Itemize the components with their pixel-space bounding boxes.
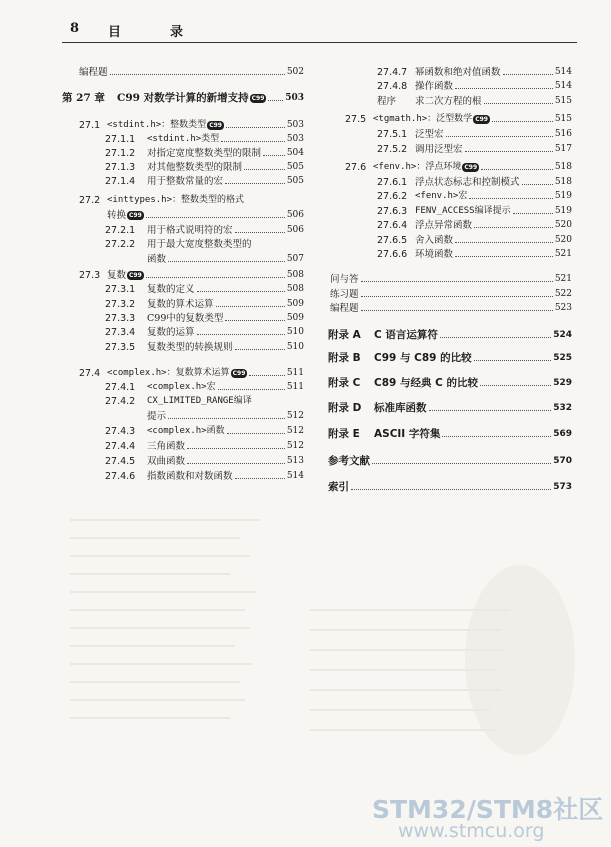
entry-number: 27.1.4 xyxy=(105,175,136,187)
entry-title: <complex.h>宏 xyxy=(147,382,216,392)
toc-entry[interactable] xyxy=(377,62,572,77)
page-number-ref: 515 xyxy=(554,96,572,106)
c99-badge: C99 xyxy=(475,116,488,123)
entry-number: 27.1.3 xyxy=(105,161,136,173)
entry-title: 标准库函数 xyxy=(374,401,427,414)
entry-number: 27.4.3 xyxy=(105,425,136,437)
leader-dots xyxy=(216,306,285,307)
toc-entry[interactable] xyxy=(328,451,572,466)
entry-title: <fenv.h>：浮点环境 xyxy=(373,162,462,172)
entry-title: C 语言运算符 xyxy=(374,328,438,341)
page-number-ref: 515 xyxy=(554,114,572,124)
entry-number: 27.6 xyxy=(345,161,367,173)
toc-entry[interactable] xyxy=(105,157,304,172)
leader-dots xyxy=(480,385,551,386)
leader-dots xyxy=(469,198,552,199)
entry-title: CX_LIMITED_RANGE编译 xyxy=(147,396,252,406)
leader-dots xyxy=(474,360,552,361)
entry-title: 问与答 xyxy=(330,273,359,285)
page-number-ref: 514 xyxy=(554,81,572,91)
entry-title-line2: 函数 xyxy=(147,253,167,265)
toc-entry[interactable] xyxy=(328,325,572,340)
toc-entry-continued[interactable] xyxy=(107,205,304,220)
page-number-ref: 573 xyxy=(553,482,572,492)
leader-dots xyxy=(227,433,285,434)
page-header xyxy=(0,0,611,46)
entry-title: 对其他整数类型的限制 xyxy=(147,161,243,173)
entry-title: 环境函数 xyxy=(415,248,454,260)
entry-title: <fenv.h>宏 xyxy=(415,191,468,201)
page-number: 8 xyxy=(70,21,81,36)
entry-number: 附录 B xyxy=(328,351,361,364)
leader-dots xyxy=(225,183,285,184)
page-number-ref: 514 xyxy=(554,67,572,77)
leader-dots xyxy=(187,463,285,464)
toc-entry[interactable] xyxy=(105,234,304,249)
page-number-ref: 529 xyxy=(553,378,572,388)
leader-dots xyxy=(361,281,553,282)
page-number-ref: 524 xyxy=(553,330,572,340)
page-number-ref: 522 xyxy=(554,289,572,299)
entry-number: 附录 C xyxy=(328,376,361,389)
toc-entry[interactable] xyxy=(105,220,304,235)
page-number-ref: 520 xyxy=(554,235,572,245)
leader-dots xyxy=(197,291,285,292)
page-number-ref: 512 xyxy=(286,411,304,421)
page-number-ref: 502 xyxy=(286,67,304,77)
entry-title: 三角函数 xyxy=(147,440,186,452)
page-number-ref: 508 xyxy=(286,270,304,280)
toc-entry[interactable] xyxy=(377,186,572,201)
entry-title: C99 对数学计算的新增支持 xyxy=(117,91,249,104)
leader-dots xyxy=(146,217,285,218)
entry-number: 附录 A xyxy=(328,328,361,341)
c99-badge: C99 xyxy=(129,272,142,279)
page-number-ref: 514 xyxy=(286,471,304,481)
watermark-line2: www.stmcu.org xyxy=(398,820,545,842)
entry-title: <stdint.h>类型 xyxy=(147,134,220,144)
toc-entry[interactable] xyxy=(105,308,304,323)
entry-title: ASCII 字符集 xyxy=(374,427,441,440)
entry-number: 27.6.1 xyxy=(377,176,408,188)
toc-entry[interactable] xyxy=(330,269,572,284)
entry-title: 求二次方程的根 xyxy=(415,95,482,107)
entry-title: 编程题 xyxy=(330,302,359,314)
leader-dots xyxy=(455,88,553,89)
entry-title: C99 与 C89 的比较 xyxy=(374,351,472,364)
leader-dots xyxy=(218,389,285,390)
entry-number: 27.5 xyxy=(345,113,367,125)
entry-title: 复数 xyxy=(107,269,127,281)
entry-number: 27.6.5 xyxy=(377,234,408,246)
entry-title: 指数函数和对数函数 xyxy=(147,470,233,482)
page-number-ref: 507 xyxy=(286,254,304,264)
entry-title: <inttypes.h>：整数类型的格式 xyxy=(107,195,245,205)
entry-number: 27.3 xyxy=(79,269,101,281)
entry-title: 用于最大宽度整数类型的 xyxy=(147,238,252,250)
entry-number: 27.4.8 xyxy=(377,80,408,92)
entry-title: 泛型宏 xyxy=(415,128,444,140)
toc-entry[interactable] xyxy=(105,421,304,436)
leader-dots xyxy=(235,232,285,233)
page-number-ref: 520 xyxy=(554,220,572,230)
leader-dots xyxy=(446,136,553,137)
leader-dots xyxy=(197,334,285,335)
page-number-ref: 519 xyxy=(554,206,572,216)
toc-entry-continued[interactable] xyxy=(147,249,304,264)
entry-number: 27.6.2 xyxy=(377,190,408,202)
entry-number: 27.6.3 xyxy=(377,205,408,217)
page-number-ref: 532 xyxy=(553,403,572,413)
toc-entry[interactable] xyxy=(105,466,304,481)
page-number-ref: 512 xyxy=(286,426,304,436)
toc-entry[interactable] xyxy=(377,76,572,91)
entry-number: 27.6.4 xyxy=(377,219,408,231)
page-number-ref: 506 xyxy=(286,225,304,235)
toc-entry[interactable] xyxy=(377,201,572,216)
toc-entry[interactable] xyxy=(345,109,572,124)
toc-entry[interactable] xyxy=(345,157,572,172)
entry-title: 复数类型的转换规则 xyxy=(147,341,233,353)
entry-number: 27.4.2 xyxy=(105,395,136,407)
leader-dots xyxy=(235,349,285,350)
c99-badge: C99 xyxy=(464,164,478,171)
entry-title: 索引 xyxy=(328,480,349,493)
toc-entry[interactable] xyxy=(330,284,572,299)
toc-entry[interactable] xyxy=(105,171,304,186)
toc-entry[interactable] xyxy=(62,88,304,103)
leader-dots xyxy=(372,463,551,464)
page-number-ref: 516 xyxy=(554,129,572,139)
leader-dots xyxy=(168,261,285,262)
entry-title: C99中的复数类型 xyxy=(147,312,224,324)
watermark-line1: STM32/STM8社区 xyxy=(372,795,604,824)
entry-number: 27.1.1 xyxy=(105,133,136,145)
leader-dots xyxy=(440,337,551,338)
entry-title: C89 与经典 C 的比较 xyxy=(374,376,478,389)
leader-dots xyxy=(429,410,552,411)
entry-number: 27.4.7 xyxy=(377,66,408,78)
leader-dots xyxy=(244,169,285,170)
page-number-ref: 511 xyxy=(286,382,304,392)
entry-number: 27.4.5 xyxy=(105,455,136,467)
toc-entry[interactable] xyxy=(79,190,304,205)
toc-entry[interactable] xyxy=(79,265,304,280)
entry-title: 复数的定义 xyxy=(147,283,195,295)
page-number-ref: 505 xyxy=(286,162,304,172)
entry-number: 27.3.4 xyxy=(105,326,136,338)
leader-dots xyxy=(492,121,553,122)
leader-dots xyxy=(522,184,553,185)
toc-entry[interactable] xyxy=(330,298,572,313)
entry-title: <tgmath.h>：泛型数学 xyxy=(373,114,473,124)
leader-dots xyxy=(503,74,553,75)
entry-number: 27.2 xyxy=(79,194,101,206)
toc-entry-continued[interactable] xyxy=(147,406,304,421)
entry-title: 幂函数和绝对值函数 xyxy=(415,66,501,78)
page-number-ref: 525 xyxy=(553,353,572,363)
entry-title: 参考文献 xyxy=(328,454,370,467)
toc-entry[interactable] xyxy=(377,215,572,230)
entry-number: 27.3.2 xyxy=(105,298,136,310)
leader-dots xyxy=(235,478,285,479)
page-number-ref: 518 xyxy=(554,162,572,172)
entry-number: 27.2.2 xyxy=(105,238,136,250)
page-number-ref: 518 xyxy=(554,177,572,187)
entry-title: 舍入函数 xyxy=(415,234,454,246)
page-number-ref: 508 xyxy=(286,284,304,294)
entry-title: 调用泛型宏 xyxy=(415,143,463,155)
page-number-ref: 505 xyxy=(286,176,304,186)
leader-dots xyxy=(110,74,285,75)
entry-number: 27.5.1 xyxy=(377,128,408,140)
leader-dots xyxy=(513,213,553,214)
page-number-ref: 503 xyxy=(285,93,304,103)
leader-dots xyxy=(249,375,284,376)
toc-entry[interactable] xyxy=(328,477,572,492)
entry-number: 附录 E xyxy=(328,427,360,440)
entry-title: <stdint.h>：整数类型 xyxy=(107,120,207,130)
page-number-ref: 517 xyxy=(554,144,572,154)
toc-entry[interactable] xyxy=(377,91,572,106)
page-number-ref: 503 xyxy=(286,134,304,144)
entry-title: 用于格式说明符的宏 xyxy=(147,224,233,236)
leader-dots xyxy=(263,155,285,156)
leader-dots xyxy=(484,103,553,104)
entry-title: 浮点状态标志和控制模式 xyxy=(415,176,520,188)
leader-dots xyxy=(361,296,553,297)
leader-dots xyxy=(226,127,285,128)
page-number-ref: 521 xyxy=(554,274,572,284)
c99-badge: C99 xyxy=(232,370,246,377)
toc-entry[interactable] xyxy=(105,451,304,466)
leader-dots xyxy=(455,242,553,243)
page-number-ref: 511 xyxy=(286,368,304,378)
entry-title-line2: 转换 xyxy=(107,209,127,221)
leader-dots xyxy=(221,141,285,142)
page-number-ref: 521 xyxy=(554,249,572,259)
entry-number: 27.1 xyxy=(79,119,101,131)
leader-dots xyxy=(168,418,285,419)
page-number-ref: 504 xyxy=(286,148,304,158)
entry-title: 双曲函数 xyxy=(147,455,186,467)
toc-entry[interactable] xyxy=(105,129,304,144)
toc-entry[interactable] xyxy=(377,124,572,139)
leader-dots xyxy=(465,151,553,152)
entry-title: 对指定宽度整数类型的限制 xyxy=(147,147,262,159)
leader-dots xyxy=(225,320,284,321)
entry-number: 程序 xyxy=(377,95,397,107)
toc-entry[interactable] xyxy=(105,143,304,158)
page-number-ref: 519 xyxy=(554,191,572,201)
page-number-ref: 523 xyxy=(554,303,572,313)
c99-badge: C99 xyxy=(129,212,142,219)
entry-title: 复数的运算 xyxy=(147,326,195,338)
entry-number: 27.4.4 xyxy=(105,440,136,452)
entry-title: 复数的算术运算 xyxy=(147,298,214,310)
leader-dots xyxy=(361,310,553,311)
leader-dots xyxy=(474,227,553,228)
c99-badge: C99 xyxy=(251,95,265,102)
toc-entry[interactable] xyxy=(105,436,304,451)
entry-number: 27.5.2 xyxy=(377,143,408,155)
entry-number: 27.1.2 xyxy=(105,147,136,159)
entry-title: 编程题 xyxy=(79,66,108,78)
entry-number: 27.3.1 xyxy=(105,283,136,295)
entry-number: 附录 D xyxy=(328,401,362,414)
page-number-ref: 509 xyxy=(286,299,304,309)
entry-number: 第 27 章 xyxy=(62,91,105,104)
entry-title: FENV_ACCESS编译提示 xyxy=(415,206,511,216)
entry-title: <complex.h>函数 xyxy=(147,426,225,436)
page-number-ref: 510 xyxy=(286,342,304,352)
header-title: 目 录 xyxy=(108,25,202,40)
entry-number: 27.4.1 xyxy=(105,381,136,393)
toc-entry[interactable] xyxy=(377,139,572,154)
entry-number: 27.4 xyxy=(79,367,101,379)
page-number-ref: 512 xyxy=(286,441,304,451)
toc-entry[interactable] xyxy=(377,244,572,259)
toc-entry[interactable] xyxy=(328,373,572,388)
toc-entry[interactable] xyxy=(105,377,304,392)
entry-number: 27.2.1 xyxy=(105,224,136,236)
entry-title-line2: 提示 xyxy=(147,410,167,422)
header-rule xyxy=(62,42,577,43)
page-number-ref: 509 xyxy=(286,313,304,323)
toc-entry[interactable] xyxy=(328,424,572,439)
entry-number: 27.4.6 xyxy=(105,470,136,482)
toc-entry[interactable] xyxy=(328,398,572,413)
bleed-through-texture xyxy=(40,500,580,800)
page-number-ref: 510 xyxy=(286,327,304,337)
leader-dots xyxy=(351,489,551,490)
toc-entry[interactable] xyxy=(105,322,304,337)
leader-dots xyxy=(146,277,285,278)
c99-badge: C99 xyxy=(209,122,222,129)
toc-entry[interactable] xyxy=(377,230,572,245)
leader-dots xyxy=(481,169,553,170)
toc-entry[interactable] xyxy=(105,391,304,406)
entry-title: 操作函数 xyxy=(415,80,454,92)
page-number-ref: 506 xyxy=(286,210,304,220)
toc-entry[interactable] xyxy=(328,348,572,363)
entry-number: 27.3.5 xyxy=(105,341,136,353)
entry-title: 浮点异常函数 xyxy=(415,219,473,231)
entry-title: <complex.h>：复数算术运算 xyxy=(107,368,230,378)
page-number-ref: 513 xyxy=(286,456,304,466)
toc-entry[interactable] xyxy=(79,363,304,378)
toc-entry[interactable] xyxy=(105,337,304,352)
leader-dots xyxy=(187,448,285,449)
page-number-ref: 569 xyxy=(553,429,572,439)
leader-dots xyxy=(268,100,283,101)
page-number-ref: 570 xyxy=(553,456,572,466)
toc-entry[interactable] xyxy=(105,294,304,309)
entry-title: 用于整数常量的宏 xyxy=(147,175,224,187)
toc-entry[interactable] xyxy=(79,62,304,77)
leader-dots xyxy=(442,436,551,437)
entry-number: 27.6.6 xyxy=(377,248,408,260)
entry-title: 练习题 xyxy=(330,288,359,300)
entry-number: 27.3.3 xyxy=(105,312,136,324)
toc-entry[interactable] xyxy=(105,279,304,294)
toc-entry[interactable] xyxy=(79,115,304,130)
page-number-ref: 503 xyxy=(286,120,304,130)
toc-entry[interactable] xyxy=(377,172,572,187)
leader-dots xyxy=(455,256,553,257)
